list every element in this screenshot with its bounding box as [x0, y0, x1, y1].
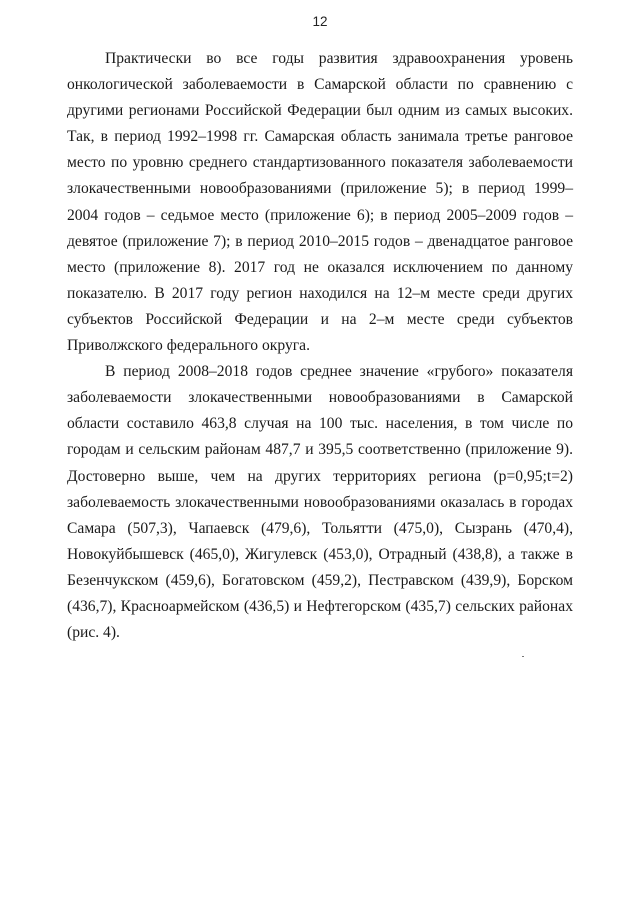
body-text [67, 46, 573, 646]
paragraph-1: Практически во все годы развития здравоохранения уровень онкологической заболеваемости в Самарской области по сравнению с другими регионами Российской Федерации был одним из самых высоких. Так, в период 1992–1998 гг. Самарская область занимала третье ранговое место по уровню среднего стандартизованного показателя заболеваемости злокачественными новообразованиями (приложение 5); в период 1999–2004 годов – седьмое место (приложение 6); в период 2005–2009 годов – девятое (приложение 7); в период 2010–2015 годов – двенадцатое ранговое место (приложение 8). 2017 год не оказался исключением по данному показателю. В 2017 году регион находился на 12–м месте среди других субъектов Российской Федерации и на 2–м месте среди субъектов Приволжского федерального округа. [67, 50, 573, 355]
scan-speck [522, 656, 524, 657]
page-number: 12 [312, 14, 328, 29]
paragraph-2: В период 2008–2018 годов среднее значение «грубого» показателя заболеваемости злокачественными новообразованиями в Самарской области составило 463,8 случая на 100 тыс. населения, в том числе по городам и сельским районам 487,7 и 395,5 соответственно (приложение 9). Достоверно выше, чем на других территориях региона (р=0,95;t=2) заболеваемость злокачественными новообразованиями оказалась в городах Самара (507,3), Чапаевск (479,6), Тольятти (475,0), Сызрань (470,4), Новокуйбышевск (465,0), Жигулевск (453,0), Отрадный (438,8), а также в Безенчукском (459,6), Богатовском (459,2), Пестравском (439,9), Борском (436,7), Красноармейском (436,5) и Нефтегорском (435,7) сельских районах (рис. 4). [67, 363, 573, 642]
